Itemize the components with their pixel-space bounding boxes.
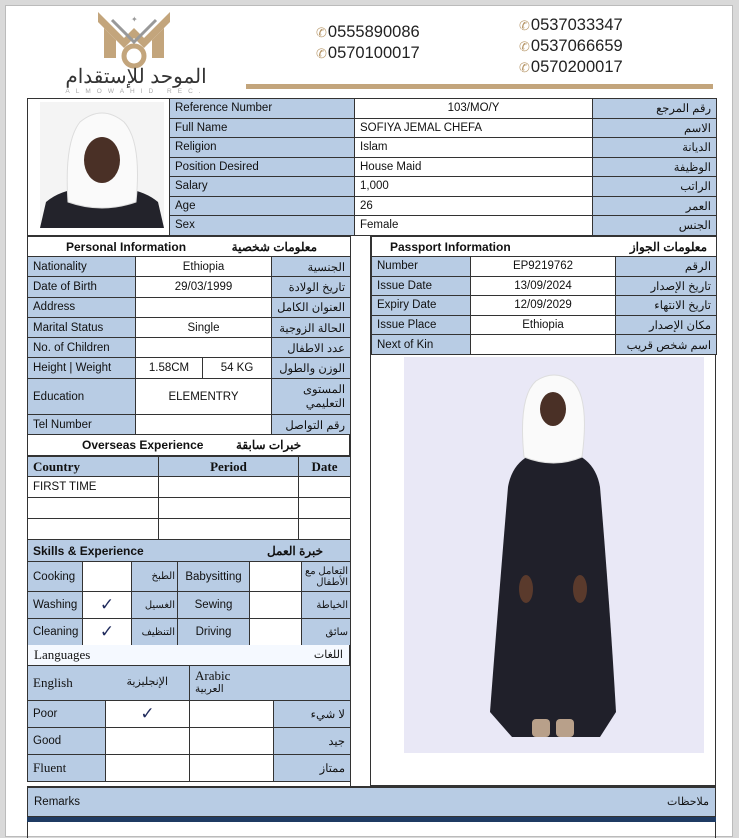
height-value: 1.58CM [136,358,203,379]
phone-number: ✆0537033347 [519,16,623,34]
field-label-arabic: المستوى التعليمي [272,379,351,415]
field-label-arabic: الراتب [593,177,717,197]
skills-row [28,562,351,592]
date-cell [299,477,351,498]
column-header-period: Period [159,457,299,477]
skill-label: Driving [178,619,250,646]
portrait-photo [40,102,164,228]
field-value [136,338,272,358]
overseas-header: Overseas Experience خبرات سابقة [27,435,350,456]
overseas-row [28,519,351,540]
country-cell [28,519,159,540]
field-label: Nationality [28,257,136,277]
date-cell [299,519,351,540]
field-label: Issue Place [372,315,471,335]
language-arabic: Arabic العربية [190,666,351,701]
skill-label-arabic: الغسيل [132,592,178,619]
weight-value: 54 KG [203,358,272,379]
column-header-country: Country [28,457,159,477]
main-info-table [169,98,717,236]
personal-row [28,358,351,379]
field-label-arabic: الوزن والطول [272,358,351,379]
skill-label: Babysitting [178,562,250,592]
passport-row [372,296,717,316]
language-level-row [28,728,351,755]
country-cell: FIRST TIME [28,477,159,498]
field-label: Issue Date [372,276,471,296]
level-label-arabic: ممتاز [274,755,351,782]
skills-table [27,539,351,646]
overseas-table [27,456,351,540]
column-header-date: Date [299,457,351,477]
field-label: Date of Birth [28,277,136,297]
field-label-arabic: الديانة [593,138,717,158]
personal-row [28,257,351,277]
skill-label: Sewing [178,592,250,619]
skill-checkbox[interactable] [83,619,132,646]
field-value: House Maid [355,157,593,177]
field-label-arabic: العمر [593,196,717,216]
language-level-row [28,701,351,728]
field-label: Expiry Date [372,296,471,316]
check-icon: ✓ [99,622,115,641]
info-row [170,99,717,119]
field-label: Age [170,196,355,216]
skill-label-arabic: الخياطة [302,592,351,619]
field-label-arabic: الحالة الزوجية [272,317,351,337]
info-row [170,118,717,138]
full-body-photo [404,357,704,753]
field-label: Religion [170,138,355,158]
skill-checkbox[interactable] [250,592,302,619]
skill-label: Cooking [28,562,83,592]
skills-row [28,619,351,646]
field-value: 13/09/2024 [471,276,616,296]
skill-label-arabic: سائق [302,619,351,646]
passport-row [372,276,717,296]
phone-icon: ✆ [519,18,530,33]
field-value: SOFIYA JEMAL CHEFA [355,118,593,138]
period-cell [159,519,299,540]
field-value: Ethiopia [471,315,616,335]
personal-row [28,415,351,435]
field-value: Islam [355,138,593,158]
field-value [136,297,272,317]
arabic-level-checkbox[interactable] [190,728,274,755]
languages-header: Languages اللغات [27,645,350,665]
personal-row [28,379,351,415]
period-cell [159,498,299,519]
remarks-row: Remarks ملاحظات [27,786,716,817]
phone-number: ✆0537066659 [519,37,623,55]
field-label-arabic: الجنس [593,216,717,236]
remarks-input[interactable] [27,822,716,838]
field-label-arabic: الرقم [616,257,717,277]
level-label: Fluent [28,755,106,782]
field-label-arabic: تاريخ الولادة [272,277,351,297]
field-label-arabic: الوظيفة [593,157,717,177]
info-row [170,177,717,197]
field-label-arabic: مكان الإصدار [616,315,717,335]
cv-page [5,5,733,837]
field-value: Single [136,317,272,337]
skill-label: Washing [28,592,83,619]
overseas-row [28,477,351,498]
info-row [170,196,717,216]
personal-row [28,338,351,358]
field-label: Education [28,379,136,415]
field-label-arabic: تاريخ الإصدار [616,276,717,296]
passport-row [372,257,717,277]
personal-row [28,297,351,317]
check-icon: ✓ [99,595,115,614]
field-label-arabic: رقم التواصل [272,415,351,435]
skill-checkbox[interactable] [250,619,302,646]
phone-icon: ✆ [316,46,327,61]
skill-checkbox[interactable] [83,562,132,592]
skill-label: Cleaning [28,619,83,646]
field-value: Female [355,216,593,236]
field-label-arabic: اسم شخص قريب [616,335,717,355]
logo-arabic-name: الموحد للإستقدام [65,66,207,88]
field-value [471,335,616,355]
info-row [170,157,717,177]
passport-table [371,236,717,355]
personal-info-table [27,236,351,435]
level-label: Poor [28,701,106,728]
field-label-arabic: الاسم [593,118,717,138]
field-label-arabic: العنوان الكامل [272,297,351,317]
phone-number: ✆0555890086 [316,23,420,41]
overseas-row [28,498,351,519]
field-value: Ethiopia [136,257,272,277]
gold-divider [246,84,713,89]
check-icon: ✓ [140,704,155,723]
field-value: 103/MO/Y [355,99,593,119]
period-cell [159,477,299,498]
passport-row [372,335,717,355]
field-value: 26 [355,196,593,216]
field-value: 1,000 [355,177,593,197]
skill-checkbox[interactable] [250,562,302,592]
skill-label-arabic: التعامل مع الأطفال [302,562,351,592]
field-label: Position Desired [170,157,355,177]
field-value [136,415,272,435]
country-cell [28,498,159,519]
personal-info-header: Personal Information معلومات شخصية [28,237,351,257]
field-value: 12/09/2029 [471,296,616,316]
logo-english-name: ALMOWAHID REC. [65,88,207,95]
phone-number: ✆0570100017 [316,44,420,62]
languages-table [27,665,351,782]
field-label: Address [28,297,136,317]
phones-column-1 [316,22,420,64]
field-label: Tel Number [28,415,136,435]
date-cell [299,498,351,519]
skill-label-arabic: الطبخ [132,562,178,592]
level-label-arabic: جيد [274,728,351,755]
field-label: Reference Number [170,99,355,119]
field-label-arabic: عدد الاطفال [272,338,351,358]
field-label-arabic: تاريخ الانتهاء [616,296,717,316]
language-level-row [28,755,351,782]
field-value: 29/03/1999 [136,277,272,297]
arabic-level-checkbox[interactable] [190,755,274,782]
passport-header: Passport Information معلومات الجواز [372,237,717,257]
overseas-column-headers [28,457,351,477]
svg-text:✦: ✦ [131,15,138,24]
skill-checkbox[interactable] [83,592,132,619]
field-label: Full Name [170,118,355,138]
level-label: Good [28,728,106,755]
field-label: Sex [170,216,355,236]
phone-icon: ✆ [316,25,327,40]
skills-row [28,592,351,619]
skills-header: Skills & Experience خبرة العمل [28,540,351,562]
phone-icon: ✆ [519,39,530,54]
field-value: EP9219762 [471,257,616,277]
field-label-arabic: الجنسية [272,257,351,277]
english-level-checkbox[interactable] [106,755,190,782]
field-value: ELEMENTRY [136,379,272,415]
personal-row [28,277,351,297]
level-label-arabic: لا شيء [274,701,351,728]
field-label: Salary [170,177,355,197]
field-label-arabic: رقم المرجع [593,99,717,119]
info-row [170,138,717,158]
field-label: No. of Children [28,338,136,358]
skill-label-arabic: التنظيف [132,619,178,646]
phone-number: ✆0570200017 [519,58,623,76]
english-level-checkbox[interactable] [106,728,190,755]
company-logo [94,8,174,72]
field-label: Number [372,257,471,277]
info-row [170,216,717,236]
english-level-checkbox[interactable] [106,701,190,728]
passport-row [372,315,717,335]
personal-row [28,317,351,337]
field-label: Height | Weight [28,358,136,379]
phone-icon: ✆ [519,60,530,75]
column-gap [350,236,371,786]
arabic-level-checkbox[interactable] [190,701,274,728]
language-english: English الإنجليزية [28,666,190,701]
field-label: Next of Kin [372,335,471,355]
phones-column-2 [519,15,623,78]
field-label: Marital Status [28,317,136,337]
